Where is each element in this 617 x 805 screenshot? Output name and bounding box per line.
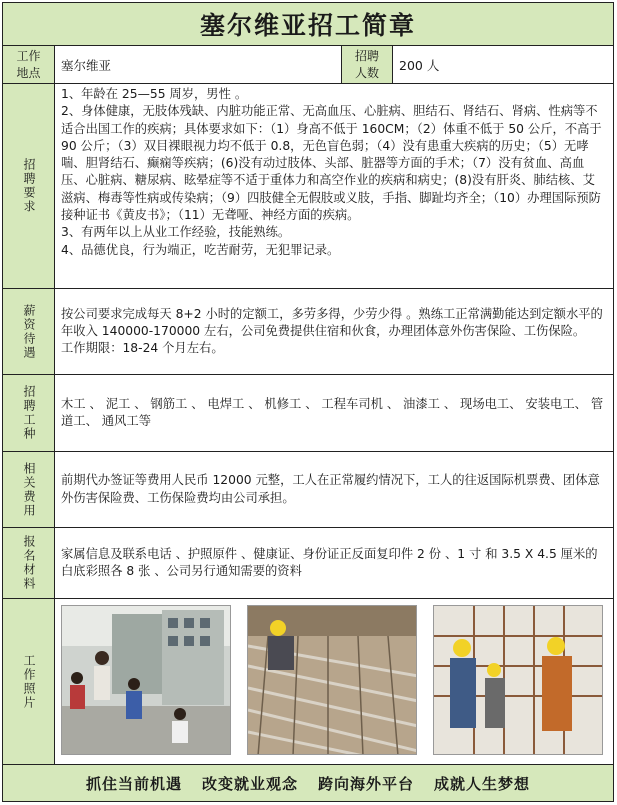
requirement-line-3: 3、有两年以上从业工作经验，技能熟练。	[61, 225, 291, 240]
requirement-line-2: 2、身体健康，无肢体残缺、内脏功能正常、无高血压、心脏病、胆结石、肾结石、肾病、性病等不适合出国工作的疾病；具体要求如下：（1）身高不低于 160CM；（2）体重不低于 50 公斤，不高于 90 公斤；（3）双目裸眼视力均不低于 0.8，无色盲色弱；（4）没有患重大疾病的历史；（5）无哮喘、胆肾结石、癫痫等疾病；(6)没有动过肢体、头部、脏器等方面的手术；（7）没有贫血、高血压、心脏病、糖尿病、眩晕症等不适于重体力和高空作业的疾病和病史；(8)没有肝炎、肺结核、艾滋病、梅毒等性病或传染病；（9）四肢健全无假肢或义肢，手指、脚趾均齐全；（10）办理国际预防接种证书《黄皮书》；（11）无聋哑、神经方面的疾病。	[61, 104, 602, 223]
trades-content	[55, 375, 613, 451]
trades-text: 木工 、 泥工 、 钢筋工 、 电焊工 、 机修工 、 工程车司机 、 油漆工 、 现场电工、 安装电工、 管道工、 通风工等	[61, 396, 604, 428]
headcount-label-text: 招聘人数	[354, 48, 379, 80]
fees-content	[55, 452, 613, 527]
location-label	[3, 46, 55, 83]
photos-label-text: 工作照片	[22, 653, 36, 710]
construction-workers-photo	[433, 605, 603, 755]
electrical-workers-image	[62, 606, 231, 755]
salary-line-2: 工作期限：18-24 个月左右。	[61, 341, 224, 356]
footer-slogans	[3, 765, 613, 801]
fees-row	[3, 452, 613, 528]
salary-line-1: 按公司要求完成每天 8+2 小时的定额工，多劳多得，少劳少得 。熟练工正常满勤能达到定额水平的年收入 140000-170000 左右，公司免费提供住宿和伙食，办理团体意外伤害保险、工伤保险。	[61, 306, 603, 338]
requirement-line-1: 1、年龄在 25—55 周岁，男性 。	[61, 87, 248, 101]
photos-row	[3, 599, 613, 765]
fees-label	[3, 452, 55, 527]
rebar-deck-image	[248, 606, 417, 755]
requirements-label	[3, 84, 55, 288]
page-title: 塞尔维亚招工简章	[3, 3, 613, 46]
location-row	[3, 46, 613, 84]
fees-label-text: 相关费用	[22, 461, 36, 518]
recruitment-sheet	[2, 2, 614, 802]
materials-content	[55, 528, 613, 598]
trades-row	[3, 375, 613, 452]
requirement-line-4: 4、品德优良，行为端正，吃苦耐劳，无犯罪记录。	[61, 242, 340, 257]
location-label-text: 工作地点	[16, 48, 41, 80]
slogan-1: 抓住当前机遇	[85, 774, 182, 793]
salary-row	[3, 289, 613, 375]
requirements-row	[3, 84, 613, 289]
requirements-content	[55, 84, 613, 288]
salary-label-text: 薪资待遇	[22, 303, 36, 360]
construction-workers-image	[434, 606, 603, 755]
materials-row	[3, 528, 613, 599]
salary-content	[55, 289, 613, 374]
materials-label-text: 报名材料	[22, 535, 36, 591]
headcount-label	[341, 46, 393, 83]
trades-label-text: 招聘工种	[22, 385, 36, 441]
salary-label	[3, 289, 55, 374]
requirements-label-text: 招聘要求	[22, 158, 36, 214]
electrical-workers-photo	[61, 605, 231, 755]
slogan-3: 跨向海外平台	[318, 774, 415, 793]
rebar-deck-worker-photo	[247, 605, 417, 755]
photos-label	[3, 599, 55, 764]
slogan-2: 改变就业观念	[201, 774, 298, 793]
materials-text: 家属信息及联系电话 、护照原件 、健康证、身份证正反面复印件 2 份 、1 寸 和 3.5 X 4.5 厘米的白底彩照各 8 张 、公司另行通知需要的资料	[61, 546, 598, 578]
trades-label	[3, 375, 55, 451]
slogan-4: 成就人生梦想	[434, 774, 531, 793]
materials-label	[3, 528, 55, 598]
location-value: 塞尔维亚	[61, 57, 112, 73]
headcount-value: 200 人	[399, 57, 440, 73]
fees-text: 前期代办签证等费用人民币 12000 元整，工人在正常履约情况下，工人的往返国际机票费、团体意外伤害保险费、工伤保险费均由公司承担。	[61, 473, 600, 505]
